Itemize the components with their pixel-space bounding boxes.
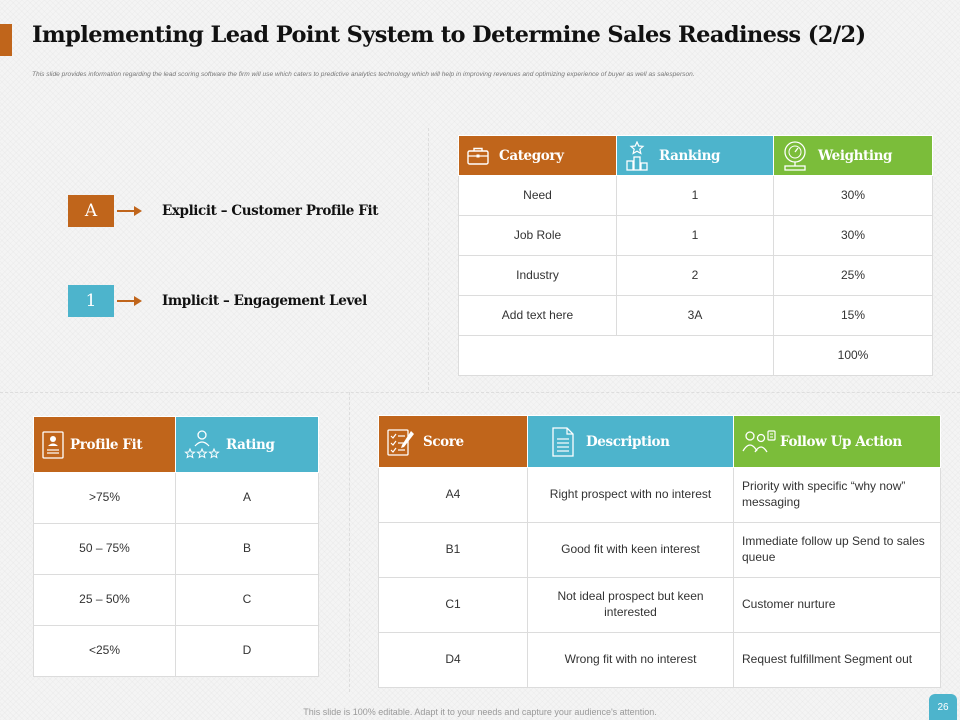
cell-weighting: 30%	[774, 216, 933, 256]
header-rating	[176, 417, 319, 473]
header-category	[459, 136, 617, 176]
scale-icon	[782, 141, 808, 171]
arrow-right-icon	[114, 195, 144, 227]
legend-badge-explicit: A	[68, 195, 114, 227]
cell-category: Add text here	[459, 296, 617, 336]
header-label: Description	[586, 433, 670, 450]
table-row	[34, 575, 319, 626]
cell-follow-up-action: Customer nurture	[734, 578, 941, 633]
page-number: 26	[929, 694, 957, 720]
cell-total: 100%	[774, 336, 933, 376]
divider-vertical-top	[428, 128, 429, 390]
cell-profile-fit: <25%	[34, 626, 176, 677]
cell-category: Job Role	[459, 216, 617, 256]
checklist-icon	[387, 427, 415, 457]
header-weighting	[774, 136, 933, 176]
table-row	[379, 578, 941, 633]
briefcase-icon	[467, 147, 489, 165]
people-icon	[742, 429, 776, 455]
legend-badge-implicit: 1	[68, 285, 114, 317]
header-profile-fit	[34, 417, 176, 473]
page-title: Implementing Lead Point System to Determine Sales Readiness (2/2)	[32, 22, 866, 48]
table-row	[34, 626, 319, 677]
divider-horizontal	[0, 392, 960, 393]
title-accent-bar	[0, 24, 12, 56]
header-ranking	[617, 136, 774, 176]
page-icon	[552, 427, 574, 457]
document-icon	[42, 431, 64, 459]
header-label: Profile Fit	[70, 436, 143, 453]
cell-rating: D	[176, 626, 319, 677]
header-label: Category	[499, 147, 564, 164]
cell-follow-up-action: Request fulfillment Segment out	[734, 633, 941, 688]
cell-score: A4	[379, 468, 528, 523]
legend-implicit	[68, 285, 367, 317]
table-row	[379, 468, 941, 523]
cell-empty	[459, 336, 774, 376]
header-score	[379, 416, 528, 468]
table-row	[379, 523, 941, 578]
table-row	[459, 176, 933, 216]
legend-text-explicit: Explicit – Customer Profile Fit	[162, 203, 379, 219]
table-row	[379, 633, 941, 688]
arrow-right-icon	[114, 285, 144, 317]
table-row-total	[459, 336, 933, 376]
cell-profile-fit: >75%	[34, 473, 176, 524]
cell-ranking: 3A	[617, 296, 774, 336]
header-label: Score	[423, 433, 464, 450]
footer-note: This slide is 100% editable. Adapt it to your needs and capture your audience's attention.	[303, 707, 657, 717]
profile-fit-table	[33, 416, 319, 677]
cell-weighting: 25%	[774, 256, 933, 296]
cell-follow-up-action: Immediate follow up Send to sales queue	[734, 523, 941, 578]
header-follow-up-action	[734, 416, 941, 468]
table-row	[459, 256, 933, 296]
cell-rating: B	[176, 524, 319, 575]
cell-rating: A	[176, 473, 319, 524]
cell-ranking: 1	[617, 176, 774, 216]
table-row	[459, 296, 933, 336]
cell-category: Need	[459, 176, 617, 216]
cell-score: C1	[379, 578, 528, 633]
cell-follow-up-action: Priority with specific “why now” messaging	[734, 468, 941, 523]
cell-score: D4	[379, 633, 528, 688]
header-label: Ranking	[659, 147, 721, 164]
legend-explicit	[68, 195, 378, 227]
ranking-table	[458, 135, 933, 376]
cell-category: Industry	[459, 256, 617, 296]
cell-ranking: 1	[617, 216, 774, 256]
cell-description: Good fit with keen interest	[528, 523, 734, 578]
cell-weighting: 30%	[774, 176, 933, 216]
header-description	[528, 416, 734, 468]
table-row	[459, 216, 933, 256]
divider-vertical-bottom	[349, 392, 350, 692]
cell-ranking: 2	[617, 256, 774, 296]
cell-description: Wrong fit with no interest	[528, 633, 734, 688]
podium-icon	[625, 141, 649, 171]
cell-description: Not ideal prospect but keen interested	[528, 578, 734, 633]
cell-weighting: 15%	[774, 296, 933, 336]
header-label: Rating	[226, 436, 275, 453]
table-row	[34, 524, 319, 575]
cell-score: B1	[379, 523, 528, 578]
cell-profile-fit: 50 – 75%	[34, 524, 176, 575]
legend-text-implicit: Implicit – Engagement Level	[162, 293, 367, 309]
header-label: Follow Up Action	[780, 433, 902, 450]
cell-description: Right prospect with no interest	[528, 468, 734, 523]
cell-profile-fit: 25 – 50%	[34, 575, 176, 626]
cell-rating: C	[176, 575, 319, 626]
stars-icon	[184, 429, 220, 461]
score-table	[378, 415, 941, 688]
table-row	[34, 473, 319, 524]
page-subtitle: This slide provides information regarding the lead scoring software the firm will use which caters to predictive analytics technology which will help in improving revenues and optimizing experience of buyer as well as salesperson.	[32, 71, 695, 78]
header-label: Weighting	[818, 147, 893, 164]
